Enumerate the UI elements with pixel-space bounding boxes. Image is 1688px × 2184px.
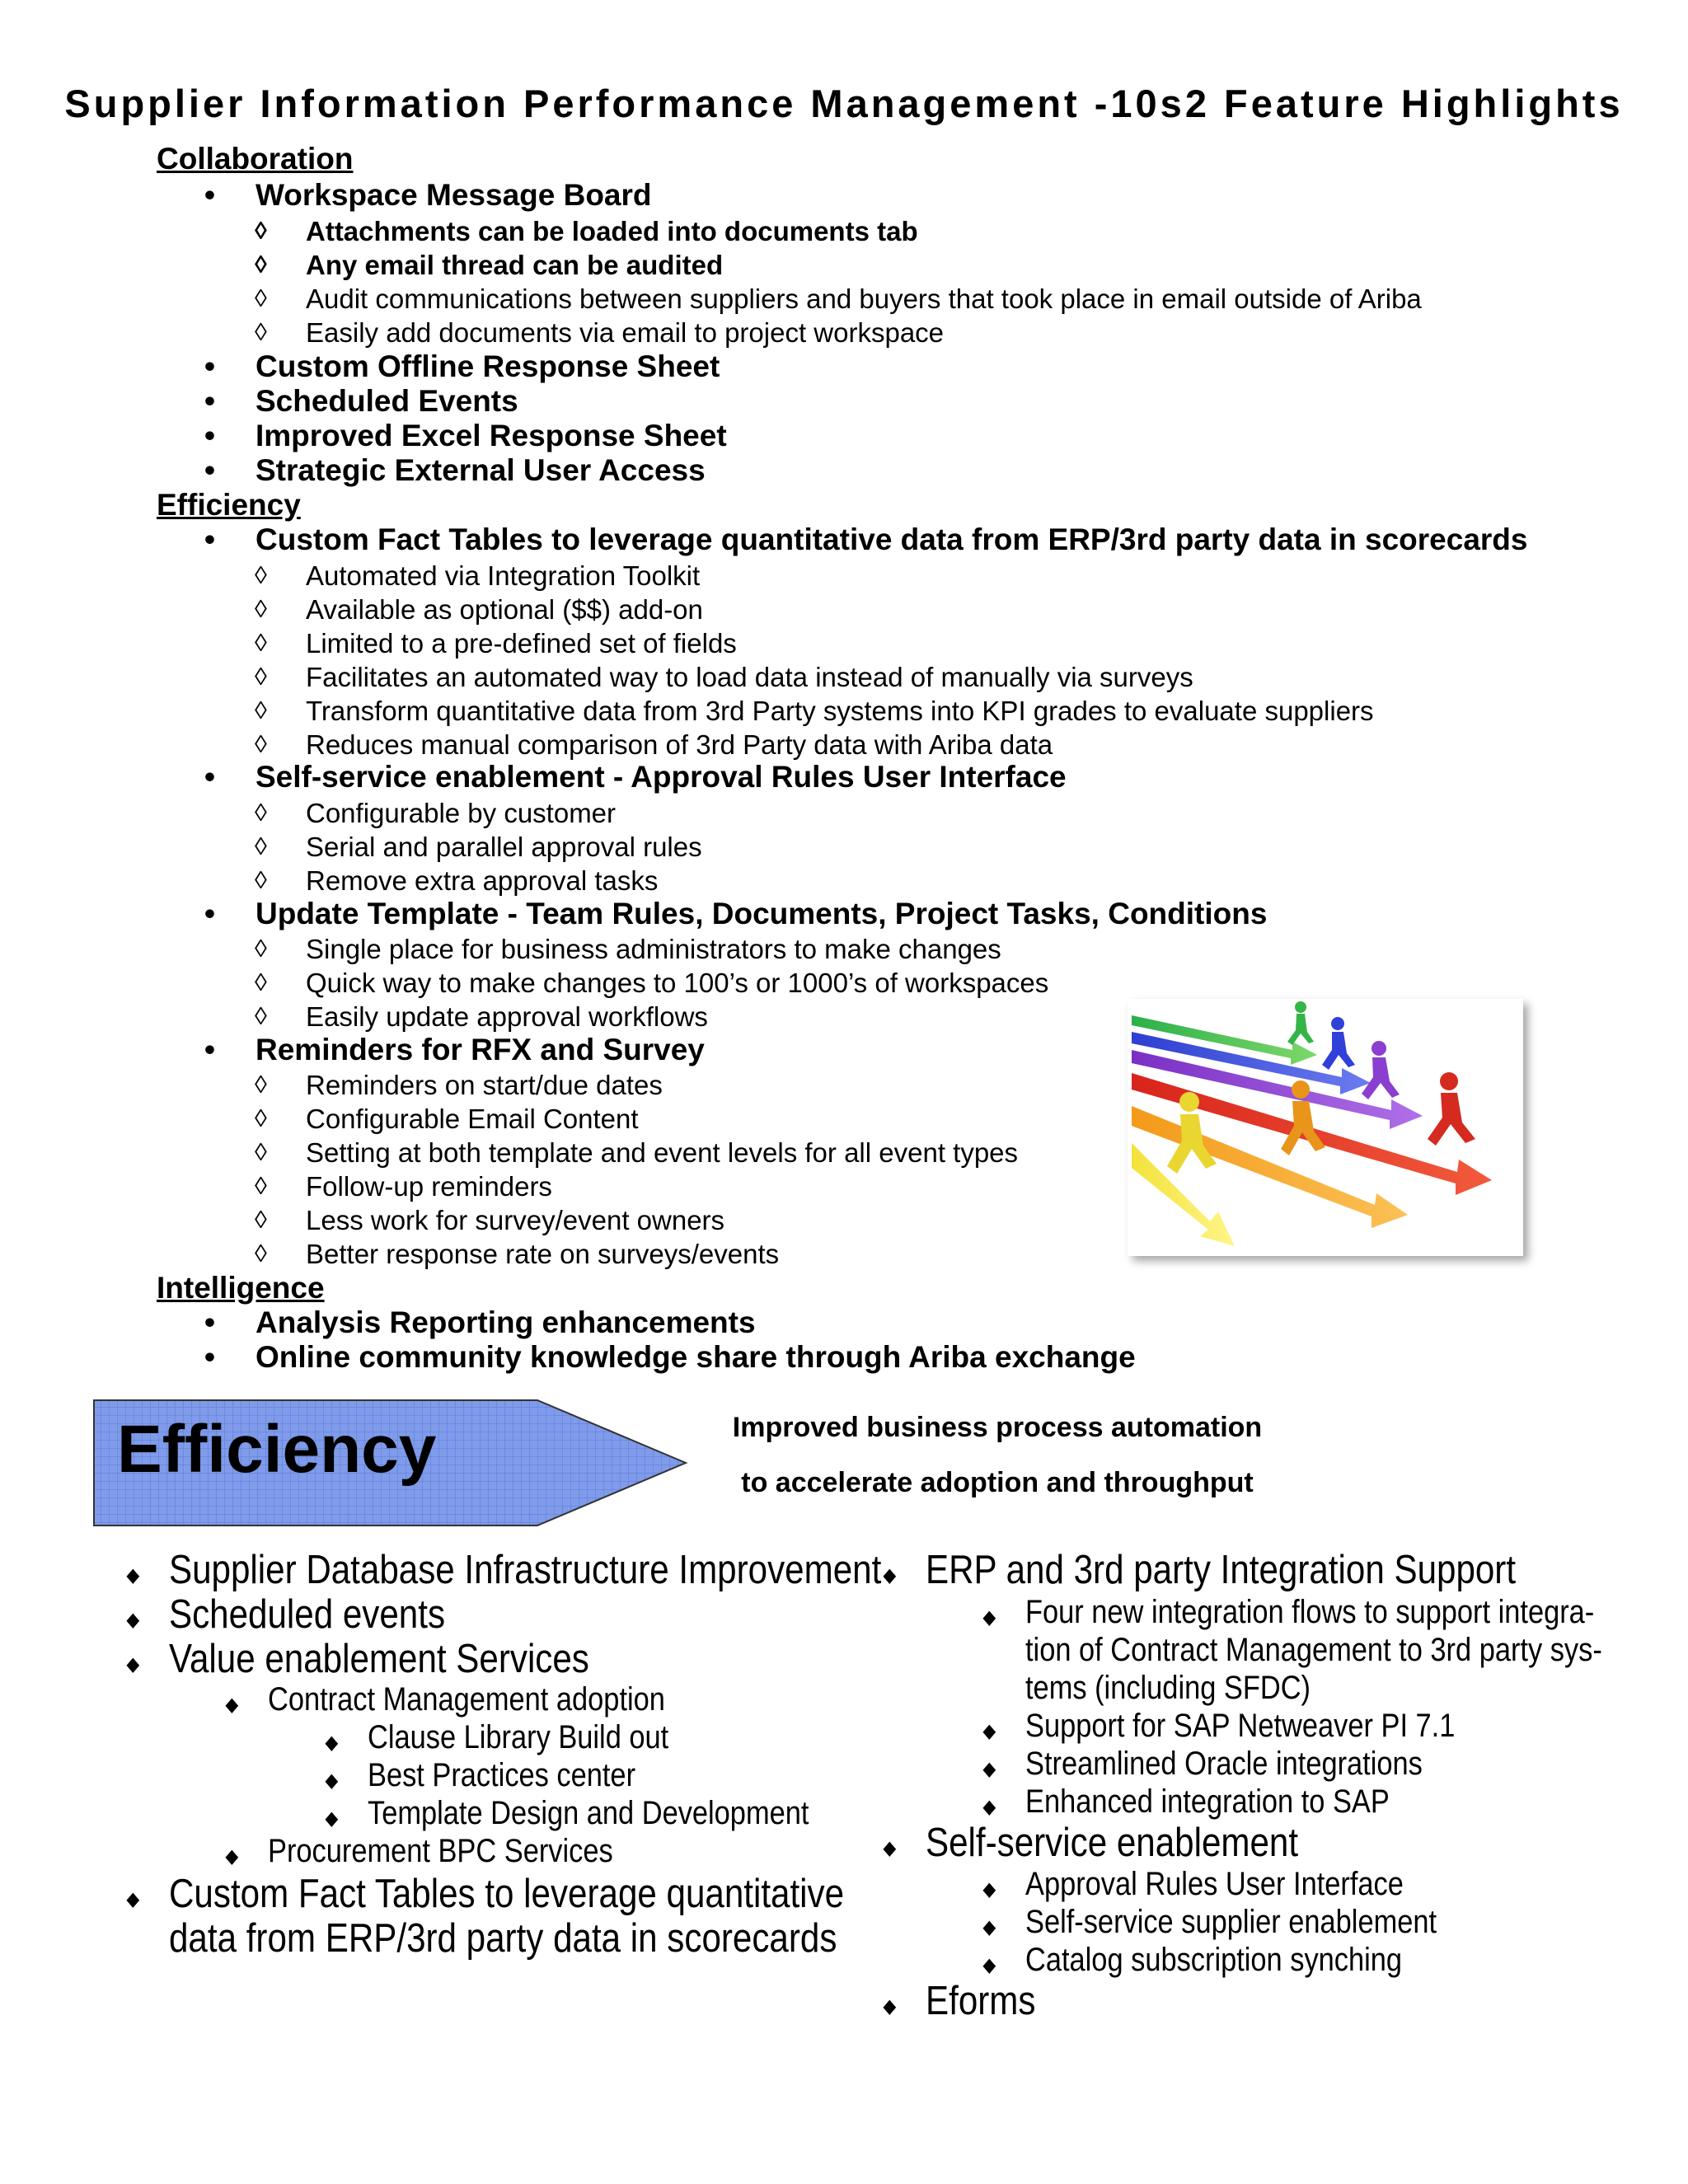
bullet-dot-icon: •: [204, 349, 215, 383]
sub-item: ◊ Follow-up reminders: [255, 1171, 552, 1202]
diamond-filled-icon: ◆: [883, 1995, 897, 2018]
diamond-filled-icon: ◆: [982, 1954, 996, 1976]
bullet-item: • Improved Excel Response Sheet: [204, 419, 727, 452]
diamond-filled-icon: ◆: [325, 1807, 339, 1830]
diamond-outline-icon: ◊: [255, 251, 267, 279]
diamond-filled-icon: ◆: [982, 1758, 996, 1780]
sub-item: ◊ Automated via Integration Toolkit: [255, 560, 701, 591]
list-item: ◆ Scheduled events: [126, 1592, 446, 1637]
purple-runner: [1362, 1041, 1400, 1099]
diamond-filled-icon: ◆: [883, 1564, 897, 1586]
sub-item: ◊ Easily add documents via email to project workspace: [255, 317, 945, 348]
diamond-outline-icon: ◊: [255, 1071, 267, 1099]
sub-item: ◊ Quick way to make changes to 100’s or 1000’s of workspaces: [255, 968, 1049, 998]
bullet-dot-icon: •: [204, 1305, 215, 1339]
sub-item: ◊ Reminders on start/due dates: [255, 1070, 663, 1100]
list-item-continuation: tems (including SFDC): [1025, 1670, 1311, 1706]
sub-item: ◊ Facilitates an automated way to load data instead of manually via surveys: [255, 662, 1193, 692]
diamond-outline-icon: ◊: [255, 935, 267, 963]
banner-label: Efficiency: [117, 1412, 437, 1487]
sub-item: ◊ Remove extra approval tasks: [255, 865, 659, 896]
diamond-outline-icon: ◊: [255, 218, 267, 245]
diamond-outline-icon: ◊: [255, 731, 267, 758]
bullet-item: • Reminders for RFX and Survey: [204, 1033, 705, 1066]
diamond-filled-icon: ◆: [982, 1720, 996, 1742]
banner-tagline-2: to accelerate adoption and throughput: [741, 1467, 1254, 1498]
list-item: ◆ Approval Rules User Interface: [982, 1866, 1404, 1902]
diamond-outline-icon: ◊: [255, 663, 267, 691]
diamond-filled-icon: ◆: [883, 1837, 897, 1859]
diamond-filled-icon: ◆: [126, 1888, 140, 1910]
list-item: ◆ Self-service enablement: [883, 1821, 1299, 1865]
diamond-outline-icon: ◊: [255, 1105, 267, 1132]
list-item: ◆ Procurement BPC Services: [225, 1833, 613, 1869]
diamond-outline-icon: ◊: [255, 1173, 267, 1200]
bullet-dot-icon: •: [204, 384, 215, 418]
diamond-outline-icon: ◊: [255, 630, 267, 657]
list-item: ◆ Value enablement Services: [126, 1637, 589, 1681]
bullet-dot-icon: •: [204, 523, 215, 556]
diamond-filled-icon: ◆: [982, 1878, 996, 1900]
diamond-filled-icon: ◆: [982, 1916, 996, 1938]
diamond-outline-icon: ◊: [255, 562, 267, 589]
diamond-filled-icon: ◆: [982, 1796, 996, 1818]
diamond-filled-icon: ◆: [126, 1609, 140, 1631]
diamond-outline-icon: ◊: [255, 285, 267, 312]
runners-illustration: [1128, 999, 1523, 1256]
diamond-outline-icon: ◊: [255, 1240, 267, 1268]
diamond-outline-icon: ◊: [255, 799, 267, 827]
list-item: ◆ Enhanced integration to SAP: [982, 1783, 1390, 1820]
diamond-filled-icon: ◆: [982, 1606, 996, 1629]
sub-item: ◊ Audit communications between suppliers and buyers that took place in email outside of Ariba: [255, 284, 1422, 314]
list-item: ◆ Supplier Database Infrastructure Improvement: [126, 1548, 882, 1592]
banner-tagline-1: Improved business process automation: [732, 1412, 1263, 1443]
sub-item: ◊ Setting at both template and event levels for all event types: [255, 1137, 1019, 1168]
list-item: ◆ Best Practices center: [325, 1757, 636, 1793]
bullet-dot-icon: •: [204, 1340, 215, 1374]
sub-item: ◊ Reduces manual comparison of 3rd Party data with Ariba data: [255, 729, 1053, 760]
diamond-outline-icon: ◊: [255, 867, 267, 894]
bullet-item: • Custom Offline Response Sheet: [204, 349, 720, 383]
bullet-item: • Workspace Message Board: [204, 178, 652, 212]
list-item: ◆ Streamlined Oracle integrations: [982, 1746, 1423, 1782]
list-item: ◆ Template Design and Development: [325, 1795, 809, 1831]
diamond-filled-icon: ◆: [126, 1564, 140, 1586]
runners-on-arrows-image: [1128, 999, 1523, 1256]
sub-item: ◊ Easily update approval workflows: [255, 1001, 708, 1032]
diamond-outline-icon: ◊: [255, 596, 267, 623]
red-runner: [1428, 1072, 1475, 1146]
bullet-item: • Online community knowledge share through Ariba exchange: [204, 1340, 1136, 1374]
list-item-continuation: data from ERP/3rd party data in scorecards: [169, 1916, 837, 1961]
list-item: ◆ Catalog subscription synching: [982, 1942, 1403, 1978]
list-item: ◆ Custom Fact Tables to leverage quantitative: [126, 1872, 845, 1916]
page-title: Supplier Information Performance Management -10s2 Feature Highlights: [64, 82, 1624, 125]
list-item: ◆ Support for SAP Netweaver PI 7.1: [982, 1708, 1456, 1744]
bullet-dot-icon: •: [204, 419, 215, 452]
list-item: ◆ Eforms: [883, 1979, 1036, 2023]
diamond-outline-icon: ◊: [255, 1003, 267, 1030]
bullet-dot-icon: •: [204, 1033, 215, 1066]
list-item: ◆ ERP and 3rd party Integration Support: [883, 1548, 1517, 1592]
diamond-filled-icon: ◆: [225, 1694, 239, 1716]
bullet-item: • Custom Fact Tables to leverage quantitative data from ERP/3rd party data in scorecards: [204, 523, 1528, 556]
sub-item: ◊ Transform quantitative data from 3rd Party systems into KPI grades to evaluate suppliers: [255, 696, 1374, 726]
sub-item: ◊ Any email thread can be audited: [255, 250, 724, 280]
list-item: ◆ Self-service supplier enablement: [982, 1904, 1437, 1940]
bullet-dot-icon: •: [204, 453, 215, 487]
bullet-dot-icon: •: [204, 897, 215, 930]
diamond-filled-icon: ◆: [126, 1653, 140, 1675]
section-heading-collaboration: Collaboration: [157, 142, 354, 176]
sub-item: ◊ Limited to a pre-defined set of fields: [255, 628, 737, 658]
section-heading-intelligence: Intelligence: [157, 1271, 325, 1305]
diamond-filled-icon: ◆: [225, 1845, 239, 1868]
bullet-item: • Self-service enablement - Approval Rules User Interface: [204, 760, 1067, 794]
sub-item: ◊ Serial and parallel approval rules: [255, 832, 702, 862]
list-item: ◆ Clause Library Build out: [325, 1719, 669, 1755]
diamond-outline-icon: ◊: [255, 697, 267, 724]
blue-runner: [1322, 1017, 1355, 1070]
bullet-item: • Scheduled Events: [204, 384, 518, 418]
bullet-item: • Update Template - Team Rules, Documents, Project Tasks, Conditions: [204, 897, 1268, 930]
list-item: ◆ Four new integration flows to support integra-: [982, 1594, 1595, 1630]
sub-item: ◊ Available as optional ($$) add-on: [255, 594, 703, 625]
sub-item: ◊ Configurable Email Content: [255, 1104, 639, 1134]
green-runner: [1287, 1001, 1314, 1045]
diamond-outline-icon: ◊: [255, 1139, 267, 1166]
bullet-dot-icon: •: [204, 760, 215, 794]
diamond-outline-icon: ◊: [255, 969, 267, 996]
list-item-continuation: tion of Contract Management to 3rd party sys-: [1025, 1632, 1602, 1668]
diamond-outline-icon: ◊: [255, 833, 267, 860]
sub-item: ◊ Configurable by customer: [255, 798, 617, 828]
bullet-item: • Strategic External User Access: [204, 453, 706, 487]
bullet-dot-icon: •: [204, 178, 215, 212]
bullet-item: • Analysis Reporting enhancements: [204, 1305, 756, 1339]
sub-item: ◊ Less work for survey/event owners: [255, 1205, 725, 1235]
sub-item: ◊ Attachments can be loaded into documents tab: [255, 216, 918, 246]
diamond-filled-icon: ◆: [325, 1732, 339, 1754]
section-heading-efficiency: Efficiency: [157, 488, 301, 522]
diamond-outline-icon: ◊: [255, 1207, 267, 1234]
sub-item: ◊ Single place for business administrators to make changes: [255, 934, 1001, 964]
diamond-filled-icon: ◆: [325, 1769, 339, 1792]
list-item: ◆ Contract Management adoption: [225, 1681, 665, 1718]
diamond-outline-icon: ◊: [255, 319, 267, 346]
sub-item: ◊ Better response rate on surveys/events: [255, 1239, 780, 1269]
